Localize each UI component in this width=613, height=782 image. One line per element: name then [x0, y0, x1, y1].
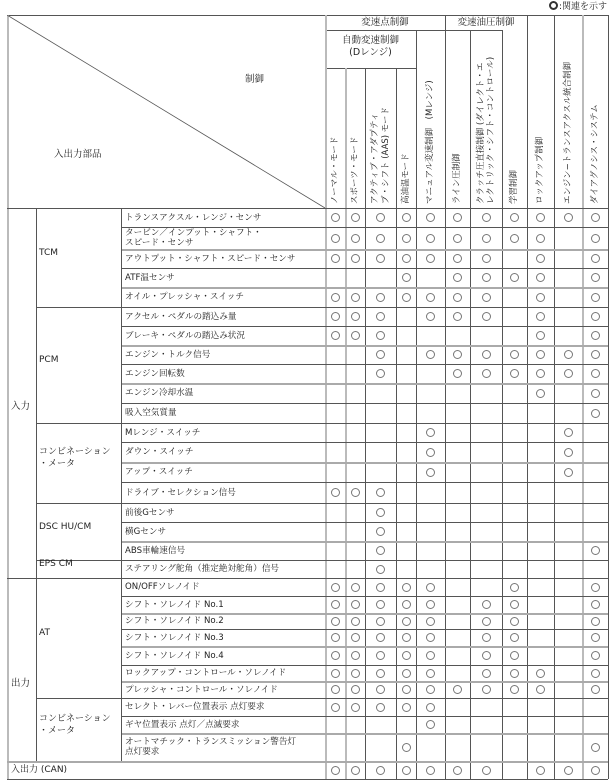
row-label: アウトプット・シャフト・スピード・センサ [125, 253, 296, 264]
related-mark-icon [482, 651, 491, 660]
legend [549, 1, 607, 13]
related-mark-icon [536, 350, 545, 359]
related-mark-icon [536, 669, 545, 678]
row-label: ブレーキ・ペダルの踏込み状況 [125, 330, 245, 341]
related-mark-icon [402, 617, 411, 626]
related-mark-icon [591, 234, 600, 243]
related-mark-icon [351, 685, 360, 694]
group-label: AT [39, 628, 50, 638]
row-label: 横Gセンサ [125, 526, 167, 537]
related-mark-icon [591, 312, 600, 321]
related-mark-icon [376, 565, 385, 574]
related-mark-icon [426, 617, 435, 626]
related-mark-icon [402, 669, 411, 678]
related-mark-icon [376, 766, 385, 775]
related-mark-icon [376, 669, 385, 678]
row-label: ON/OFFソレノイド [125, 582, 200, 592]
related-mark-icon [510, 600, 519, 609]
group-shift-point-control: 変速点制御 [361, 17, 409, 28]
column-header-label: エンジン−トランスアクスル統合制御 [562, 61, 573, 204]
related-mark-icon [351, 488, 360, 497]
column-header-label: 高油温モード [400, 153, 411, 204]
related-mark-icon [376, 583, 385, 592]
related-mark-icon [376, 350, 385, 359]
related-mark-icon [591, 409, 600, 418]
related-mark-icon [376, 312, 385, 321]
related-mark-icon [591, 273, 600, 282]
related-mark-icon [331, 234, 340, 243]
related-mark-icon [351, 254, 360, 263]
group-label: EPS CM [39, 559, 73, 569]
col-divider [470, 30, 471, 779]
related-mark-icon [482, 213, 491, 222]
related-mark-icon [536, 331, 545, 340]
related-mark-icon [376, 254, 385, 263]
related-mark-icon [426, 350, 435, 359]
related-mark-icon [591, 254, 600, 263]
related-mark-icon [351, 600, 360, 609]
related-mark-icon [331, 669, 340, 678]
related-mark-icon [510, 685, 519, 694]
row-divider [121, 629, 608, 630]
related-mark-icon [426, 600, 435, 609]
row-label: ロックアップ・コントロール・ソレノイド [125, 668, 287, 678]
related-mark-icon [510, 369, 519, 378]
header-subgroup-line [325, 68, 416, 69]
related-mark-icon [376, 369, 385, 378]
related-mark-icon [426, 703, 435, 712]
column-header-label: ロックアップ制御 [535, 136, 546, 204]
related-mark-icon [482, 766, 491, 775]
row-divider [121, 442, 608, 443]
related-mark-icon [426, 213, 435, 222]
group-label: PCM [39, 355, 59, 365]
related-mark-icon [426, 685, 435, 694]
col-divider [36, 208, 37, 761]
group-label: DSC HU/CM [39, 521, 92, 532]
row-divider [121, 522, 608, 523]
related-mark-icon [331, 488, 340, 497]
legend-text: :関連を示す [558, 2, 607, 12]
related-mark-icon [376, 685, 385, 694]
section-label: 入力 [11, 401, 31, 412]
related-mark-icon [376, 331, 385, 340]
column-header-label: マニュアル変速制御 (Mレンジ) [425, 80, 436, 204]
row-divider [121, 345, 608, 347]
row-label: エンジン回転数 [125, 368, 185, 379]
col-divider [416, 30, 417, 779]
related-mark-icon [510, 669, 519, 678]
row-label: アップ・スイッチ [125, 467, 193, 477]
related-mark-icon [510, 583, 519, 592]
row-divider [121, 249, 608, 251]
group-label: コンビネーション [39, 447, 111, 457]
column-header-label: ライン圧制御 [452, 153, 463, 204]
row-label: アクセル・ペダルの踏込み量 [125, 311, 237, 322]
related-mark-icon [351, 703, 360, 712]
related-mark-icon [453, 369, 462, 378]
table-right-border [608, 15, 609, 779]
circle-icon [549, 1, 558, 10]
table-bottom-border [7, 779, 608, 780]
row-divider [121, 383, 608, 385]
row-label: トランスアクスル・レンジ・センサ [125, 212, 262, 223]
related-mark-icon [591, 350, 600, 359]
related-mark-icon [453, 234, 462, 243]
row-label: シフト・ソレノイド No.4 [125, 650, 224, 661]
row-label: セレクト・レバー位置表示 点灯要求 [125, 702, 265, 712]
row-label: 前後Gセンサ [125, 507, 175, 518]
column-header-label: クラッチ圧直接制御 (ダイレクト・エ [475, 62, 486, 204]
related-mark-icon [426, 766, 435, 775]
header-diagonal-line [7, 15, 325, 208]
related-mark-icon [331, 312, 340, 321]
related-mark-icon [482, 293, 491, 302]
related-mark-icon [564, 213, 573, 222]
column-header-label: ノーマル・モード [329, 136, 340, 204]
row-divider [121, 698, 608, 699]
row-label: ドライブ・セレクション信号 [125, 487, 236, 498]
related-mark-icon [510, 350, 519, 359]
row-label: シフト・ソレノイド No.2 [125, 616, 224, 626]
related-mark-icon [376, 508, 385, 517]
related-mark-icon [482, 234, 491, 243]
row-label: 点灯要求 [125, 747, 160, 757]
related-mark-icon [402, 766, 411, 775]
related-mark-icon [482, 685, 491, 694]
row-label: オイル・プレッシャ・スイッチ [125, 292, 244, 302]
row-label: タービン／インプット・シャフト・ [125, 228, 262, 238]
related-mark-icon [376, 213, 385, 222]
related-mark-icon [351, 583, 360, 592]
related-mark-icon [376, 527, 385, 536]
related-mark-icon [453, 685, 462, 694]
related-mark-icon [536, 234, 545, 243]
section-label: 入出力 (CAN) [11, 765, 68, 775]
related-mark-icon [402, 743, 411, 752]
row-label: シフト・ソレノイド No.1 [125, 599, 224, 610]
column-header-label: 学習制御 [509, 169, 520, 204]
row-divider [121, 287, 608, 289]
row-divider [121, 613, 608, 615]
related-mark-icon [510, 234, 519, 243]
related-mark-icon [591, 743, 600, 752]
related-mark-icon [331, 600, 340, 609]
related-mark-icon [426, 669, 435, 678]
row-label: オートマチック・トランスミッション警告灯 [125, 737, 297, 747]
related-mark-icon [402, 293, 411, 302]
row-label: Mレンジ・スイッチ [125, 427, 201, 438]
row-divider [121, 423, 608, 424]
corner-label-control: 制御 [245, 74, 265, 85]
row-divider [121, 665, 608, 666]
col-divider [121, 208, 122, 761]
related-mark-icon [376, 600, 385, 609]
related-mark-icon [453, 254, 462, 263]
related-mark-icon [482, 600, 491, 609]
row-divider [121, 716, 608, 717]
related-mark-icon [351, 312, 360, 321]
related-mark-icon [402, 633, 411, 642]
related-mark-icon [591, 633, 600, 642]
related-mark-icon [510, 617, 519, 626]
related-mark-icon [331, 633, 340, 642]
related-mark-icon [351, 633, 360, 642]
related-mark-icon [402, 685, 411, 694]
related-mark-icon [536, 766, 545, 775]
related-mark-icon [591, 651, 600, 660]
related-mark-icon [402, 703, 411, 712]
related-mark-icon [376, 234, 385, 243]
row-divider [121, 307, 608, 308]
related-mark-icon [376, 651, 385, 660]
related-mark-icon [591, 669, 600, 678]
related-mark-icon [510, 633, 519, 642]
column-header-label: ダイアグノシス・システム [589, 104, 600, 204]
related-mark-icon [402, 651, 411, 660]
related-mark-icon [482, 369, 491, 378]
related-mark-icon [376, 617, 385, 626]
row-label: エンジン冷却水温 [125, 388, 194, 398]
related-mark-icon [426, 651, 435, 660]
row-label: 吸入空気質量 [125, 408, 177, 418]
related-mark-icon [591, 766, 600, 775]
related-mark-icon [591, 546, 600, 555]
related-mark-icon [536, 369, 545, 378]
row-label: ギヤ位置表示 点灯／点滅要求 [125, 719, 240, 730]
row-label: シフト・ソレノイド No.3 [125, 632, 224, 643]
related-mark-icon [426, 448, 435, 457]
group-label: ・メータ [39, 459, 76, 469]
related-mark-icon [351, 617, 360, 626]
related-mark-icon [351, 766, 360, 775]
related-mark-icon [331, 685, 340, 694]
row-label: ATF温センサ [125, 272, 175, 283]
row-label: ダウン・スイッチ [125, 447, 194, 457]
section-divider [7, 761, 608, 763]
related-mark-icon [331, 703, 340, 712]
related-mark-icon [564, 428, 573, 437]
related-mark-icon [453, 273, 462, 282]
related-mark-icon [402, 213, 411, 222]
column-header-label: アクティブ・アダプティ [370, 112, 380, 204]
related-mark-icon [426, 468, 435, 477]
related-mark-icon [591, 685, 600, 694]
row-divider [121, 268, 608, 269]
related-mark-icon [591, 583, 600, 592]
related-mark-icon [510, 651, 519, 660]
related-mark-icon [376, 633, 385, 642]
related-mark-icon [426, 633, 435, 642]
related-mark-icon [453, 293, 462, 302]
related-mark-icon [591, 293, 600, 302]
related-mark-icon [331, 766, 340, 775]
related-mark-icon [453, 312, 462, 321]
related-mark-icon [331, 617, 340, 626]
related-mark-icon [376, 488, 385, 497]
related-mark-icon [482, 254, 491, 263]
related-mark-icon [591, 331, 600, 340]
related-mark-icon [402, 273, 411, 282]
related-mark-icon [426, 583, 435, 592]
row-label: ステアリング舵角（推定絶対舵角）信号 [125, 564, 280, 574]
related-mark-icon [376, 703, 385, 712]
related-mark-icon [453, 213, 462, 222]
group-label: ・メータ [39, 725, 76, 736]
related-mark-icon [426, 312, 435, 321]
related-mark-icon [402, 254, 411, 263]
row-divider [121, 462, 608, 464]
related-mark-icon [482, 617, 491, 626]
related-mark-icon [536, 685, 545, 694]
section-label: 出力 [11, 677, 31, 689]
related-mark-icon [591, 213, 600, 222]
group-shift-pressure-control: 変速油圧制御 [457, 17, 515, 28]
related-mark-icon [402, 600, 411, 609]
related-mark-icon [536, 213, 545, 222]
row-divider [121, 503, 608, 504]
related-mark-icon [536, 254, 545, 263]
related-mark-icon [536, 293, 545, 302]
related-mark-icon [402, 583, 411, 592]
related-mark-icon [564, 350, 573, 359]
related-mark-icon [351, 213, 360, 222]
row-label: スピード・センサ [125, 238, 194, 248]
group-label: コンビネーション [39, 713, 111, 724]
related-mark-icon [510, 273, 519, 282]
diagonal-stroke [7, 15, 325, 208]
row-divider [121, 560, 608, 561]
row-label: エンジン・トルク信号 [125, 349, 211, 360]
related-mark-icon [591, 600, 600, 609]
row-divider [121, 482, 608, 483]
related-mark-icon [331, 583, 340, 592]
column-header-label: レクトリック・シフト・コントロール) [486, 56, 496, 204]
related-mark-icon [351, 293, 360, 302]
col-divider [502, 30, 503, 779]
related-mark-icon [482, 312, 491, 321]
related-mark-icon [351, 331, 360, 340]
related-mark-icon [564, 468, 573, 477]
related-mark-icon [331, 651, 340, 660]
related-mark-icon [426, 293, 435, 302]
related-mark-icon [331, 293, 340, 302]
row-divider [121, 646, 608, 648]
related-mark-icon [376, 546, 385, 555]
related-mark-icon [591, 369, 600, 378]
corner-label-io-parts: 入出力部品 [54, 149, 102, 160]
related-mark-icon [564, 448, 573, 457]
row-divider [121, 403, 608, 404]
related-mark-icon [376, 293, 385, 302]
group-auto-shift-title: 自動変速制御 [341, 35, 399, 46]
related-mark-icon [482, 669, 491, 678]
related-mark-icon [426, 234, 435, 243]
row-label: ABS車輪速信号 [125, 545, 186, 556]
related-mark-icon [536, 389, 545, 398]
related-mark-icon [331, 254, 340, 263]
row-divider [121, 364, 608, 365]
related-mark-icon [482, 350, 491, 359]
related-mark-icon [351, 651, 360, 660]
related-mark-icon [453, 350, 462, 359]
related-mark-icon [331, 213, 340, 222]
row-divider [121, 578, 608, 579]
related-mark-icon [331, 331, 340, 340]
related-mark-icon [426, 428, 435, 437]
group-label: TCM [39, 247, 59, 258]
related-mark-icon [564, 369, 573, 378]
related-mark-icon [591, 389, 600, 398]
header-group-line [325, 30, 502, 31]
column-header-label: ブ・シフト (AAS) モード [380, 107, 391, 204]
row-divider [121, 733, 608, 735]
row-divider [121, 541, 608, 543]
row-divider [121, 681, 608, 683]
row-label: プレッシャ・コントロール・ソレノイド [125, 684, 278, 695]
related-mark-icon [482, 633, 491, 642]
related-mark-icon [482, 273, 491, 282]
related-mark-icon [591, 617, 600, 626]
related-mark-icon [426, 254, 435, 263]
row-divider [121, 326, 608, 327]
row-divider [121, 596, 608, 597]
related-mark-icon [351, 234, 360, 243]
related-mark-icon [426, 720, 435, 729]
related-mark-icon [510, 213, 519, 222]
row-divider [121, 208, 608, 209]
related-mark-icon [453, 766, 462, 775]
related-mark-icon [402, 234, 411, 243]
group-auto-shift-range: (Dレンジ) [349, 47, 392, 58]
related-mark-icon [564, 766, 573, 775]
related-mark-icon [536, 273, 545, 282]
related-mark-icon [536, 312, 545, 321]
related-mark-icon [351, 669, 360, 678]
column-header-label: スポーツ・モード [349, 136, 360, 204]
